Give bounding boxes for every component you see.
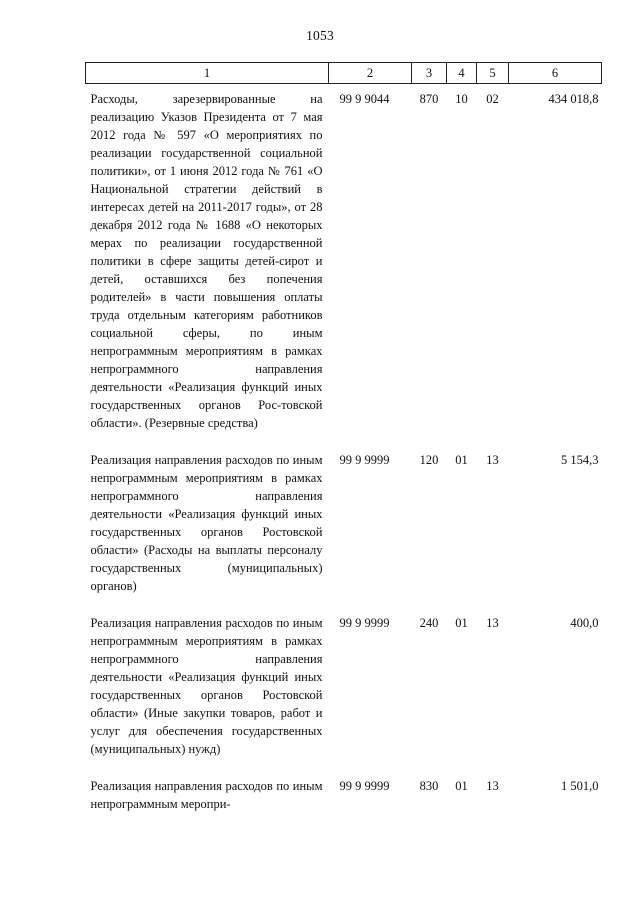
header-col-6: 6 bbox=[509, 63, 602, 84]
header-col-3: 3 bbox=[412, 63, 447, 84]
table-row bbox=[86, 84, 602, 447]
row-description: Реализация направления расходов по иным непрограммным мероприятиям в рамках непрограммного направления деятельности «Реализация функций иных государственных органов Ростовской области» (Расходы на выплаты персоналу государственных (муниципальных) органов) bbox=[90, 453, 323, 593]
page-number: 1053 bbox=[306, 28, 334, 43]
row-description: Реализация направления расходов по иным непрограммным мероприятиям в рамках непрограммного направления деятельности «Реализация функций иных государственных органов Ростовской области» (Иные закупки товаров, работ и услуг для обеспечения государственных (муниципальных) нужд) bbox=[90, 616, 323, 756]
row-target-code: 99 9 9999 bbox=[339, 616, 390, 630]
header-col-4: 4 bbox=[447, 63, 477, 84]
table-row bbox=[86, 772, 602, 827]
row-section: 01 bbox=[455, 453, 468, 467]
row-subsection: 13 bbox=[486, 453, 499, 467]
row-description: Реализация направления расходов по иным непрограммным меропри- bbox=[90, 779, 323, 811]
row-subsection: 13 bbox=[486, 779, 499, 793]
budget-table bbox=[85, 62, 602, 827]
row-expense-type: 120 bbox=[419, 453, 439, 467]
row-section: 01 bbox=[455, 616, 468, 630]
row-expense-type: 240 bbox=[419, 616, 439, 630]
header-row bbox=[86, 63, 602, 84]
row-description: Расходы, зарезервированные на реализацию Указов Президента от 7 мая 2012 года № 597 «О мероприятиях по реализации государственной социальной политики», от 1 июня 2012 года № 761 «О Национальной стратегии действий в интересах детей на 2011-2017 годы», от 28 декабря 2012 года № 1688 «О некоторых мерах по реализации государственной политики в сфере защиты детей-сирот и детей, оставшихся без попечения родителей» в части повышения оплаты труда отдельным категориям работников социальной сферы, по иным непрограммным мероприятиям в рамках непрограммного направления деятельности «Реализация функций иных государственных органов Рос-товской области». (Резервные средства) bbox=[90, 92, 323, 430]
row-expense-type: 830 bbox=[419, 779, 439, 793]
row-target-code: 99 9 9999 bbox=[339, 453, 390, 467]
header-col-2: 2 bbox=[329, 63, 412, 84]
row-section: 01 bbox=[455, 779, 468, 793]
table-body bbox=[86, 84, 602, 828]
row-amount: 1 501,0 bbox=[561, 779, 599, 793]
row-section: 10 bbox=[455, 92, 468, 106]
row-amount: 400,0 bbox=[570, 616, 599, 630]
header-col-5: 5 bbox=[477, 63, 509, 84]
row-subsection: 02 bbox=[486, 92, 499, 106]
table-header bbox=[86, 63, 602, 84]
row-subsection: 13 bbox=[486, 616, 499, 630]
row-target-code: 99 9 9044 bbox=[339, 92, 390, 106]
header-col-1: 1 bbox=[86, 63, 329, 84]
row-target-code: 99 9 9999 bbox=[339, 779, 390, 793]
row-amount: 434 018,8 bbox=[548, 92, 599, 106]
row-expense-type: 870 bbox=[419, 92, 439, 106]
table-row bbox=[86, 609, 602, 772]
row-amount: 5 154,3 bbox=[561, 453, 599, 467]
table-row bbox=[86, 446, 602, 609]
